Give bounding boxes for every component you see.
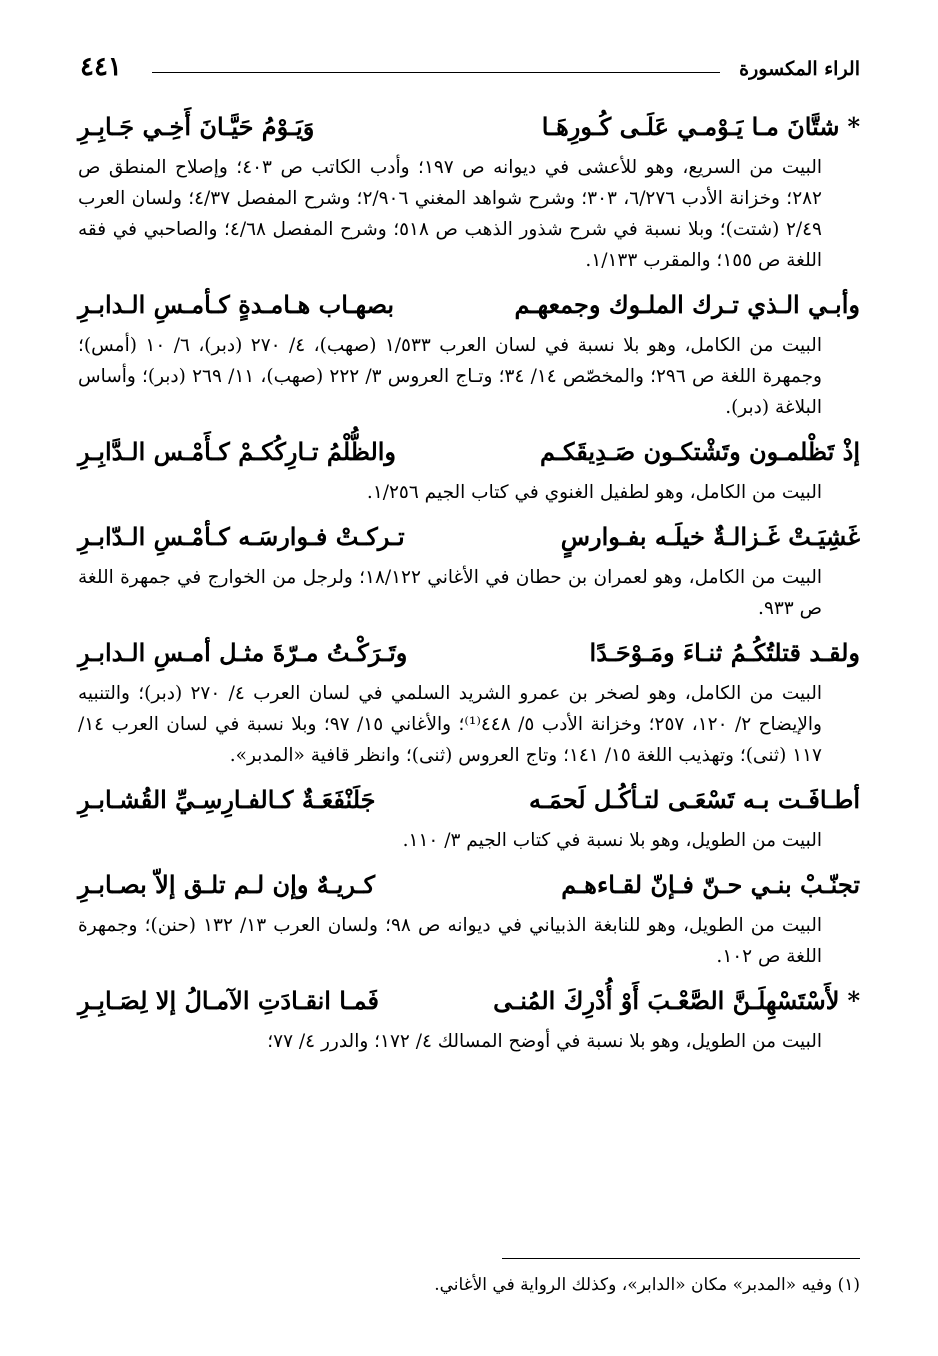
hemistich-first: تجنّـبْ بنـي حـنّ فـإنّ لقـاءهـم <box>561 870 860 899</box>
verse-line <box>78 512 860 562</box>
header-rule <box>152 72 720 73</box>
page-number: ٤٤١ <box>80 52 122 82</box>
verse-line <box>78 102 860 152</box>
hemistich-first: غَشِيَـتْ غَـزالـةٌ خيلَـه بفـوارسٍ <box>560 522 860 551</box>
hemistich-first: شتَّانَ مـا يَـوْمـي عَلَـى كُـورِهَـا <box>541 112 840 141</box>
hemistich-second: بصهـاب هـامـدةٍ كـأمـسِ الـدابـرِ <box>78 290 395 319</box>
source-note: البيت من الكامل، وهو لصخر بن عمرو الشريد السلمي في لسان العرب ٤/ ٢٧٠ (دبر)؛ والتنبيه والإيضاح ٢/ ١٢٠، ٢٥٧؛ وخزانة الأدب ٥/ ٤٤٨⁽¹⁾؛ والأغاني ١٥/ ٩٧؛ وبلا نسبة في لسان العرب ١٤/ ١١٧ (ثنى)؛ وتهذيب اللغة ١٥/ ١٤١؛ وتاج العروس (ثنى)؛ وانظر قافية «المدبر». <box>78 683 822 766</box>
source-note: البيت من السريع، وهو للأعشى في ديوانه ص ١٩٧؛ وأدب الكاتب ص ٤٠٣؛ وإصلاح المنطق ص ٢٨٢؛ وخزانة الأدب ٦/٢٧٦، ٣٠٣؛ وشرح شواهد المغني ٢/٩٠٦؛ وشرح المفصل ٤/٣٧؛ ولسان العرب ٢/٤٩ (شتت)؛ وبلا نسبة في شرح شذور الذهب ص ٥١٨؛ وشرح المفصل ٤/٦٨؛ والصاحبي في فقه اللغة ص ١٥٥؛ والمقرب ١/١٣٣. <box>78 157 822 271</box>
verse-entry <box>78 860 860 972</box>
verse-line <box>78 860 860 910</box>
hemistich-first: لأَسْتَسْهِلَـنَّ الصَّعْـبَ أَوْ أُدْرِكَ المُنـى <box>493 986 840 1015</box>
source-note: البيت من الكامل، وهو لعمران بن حطان في الأغاني ١٨/١٢٢؛ ولرجل من الخوارج في جمهرة اللغة ص ٩٣٣. <box>78 567 822 619</box>
verse-line <box>78 628 860 678</box>
hemistich-second: والظُّلْمُ تـارِكُكـمْ كـأَمْـس الـدَّابِـرِ <box>78 437 397 466</box>
hemistich-second: وتَـرَكْـتُ مـرّةَ مثـل أمـسِ الـدابـرِ <box>78 638 408 667</box>
page-content <box>78 102 860 1061</box>
verse-line <box>78 775 860 825</box>
verse-entry <box>78 427 860 508</box>
hemistich-first: ولقـد قتلتُكُـمُ ثنـاءَ ومَـوْحَـدًا <box>589 638 860 667</box>
footnote: (١) وفيه «المدبر» مكان «الدابر»، وكذلك الرواية في الأغاني. <box>434 1275 860 1295</box>
footnote-rule <box>502 1258 860 1259</box>
verse-entry <box>78 775 860 856</box>
source-note: البيت من الطويل، وهو بلا نسبة في كتاب الجيم ٣/ ١١٠. <box>402 830 822 851</box>
hemistich-second: تـركـتْ فـوارسَـه كـأمْـسِ الـدّابـرِ <box>78 522 405 551</box>
source-note: البيت من الطويل، وهو بلا نسبة في أوضح المسالك ٤/ ١٧٢؛ والدرر ٤/ ٧٧؛ <box>267 1031 822 1052</box>
page-header <box>80 52 860 86</box>
hemistich-second: وَيَـوْمُ حَيَّـانَ أَخِـي جَـابِـرِ <box>78 112 315 141</box>
chapter-title: الراء المكسورة <box>739 58 860 80</box>
verse-entry <box>78 102 860 276</box>
hemistich-second: كـريـهٌ وإن لـم تلـق إلاّ بصـابـرِ <box>78 870 376 899</box>
hemistich-first: أطـافَـت بـه تَسْعَـى لتـأكُـل لَحمَـه <box>529 785 860 814</box>
verse-entry <box>78 512 860 624</box>
hemistich-first: وأبـي الـذي تـرك الملـوك وجمعهـم <box>514 290 860 319</box>
star-marker: * <box>847 986 860 1015</box>
verse-entry <box>78 280 860 423</box>
star-marker: * <box>847 112 860 141</box>
verse-entry <box>78 976 860 1057</box>
hemistich-second: جَلَنْفَعَـةٌ كـالفـارِسِـيِّ القُشـابـرِ <box>78 785 376 814</box>
hemistich-second: فَمـا انقـادَتِ الآمـالُ إلا لِصَـابِـرِ <box>78 986 379 1015</box>
hemistich-first: إذْ تَظْلمـون وتَشْتكـون صَـدِيقَكـم <box>540 437 860 466</box>
verse-line <box>78 976 860 1026</box>
verse-line <box>78 427 860 477</box>
verse-entry <box>78 628 860 771</box>
source-note: البيت من الكامل، وهو بلا نسبة في لسان العرب ١/٥٣٣ (صهب)، ٤/ ٢٧٠ (دبر)، ٦/ ١٠ (أمس)؛ وجمهرة اللغة ص ٢٩٦؛ والمخصّص ١٤/ ٣٤؛ وتـاج العروس ٣/ ٢٢٢ (صهب)، ١١/ ٢٦٩ (دبر)؛ وأساس البلاغة (دبر). <box>78 335 822 418</box>
verse-line <box>78 280 860 330</box>
source-note: البيت من الكامل، وهو لطفيل الغنوي في كتاب الجيم ١/٢٥٦. <box>366 482 822 503</box>
source-note: البيت من الطويل، وهو للنابغة الذبياني في ديوانه ص ٩٨؛ ولسان العرب ١٣/ ١٣٢ (حنن)؛ وجمهرة اللغة ص ١٠٢. <box>78 915 822 967</box>
